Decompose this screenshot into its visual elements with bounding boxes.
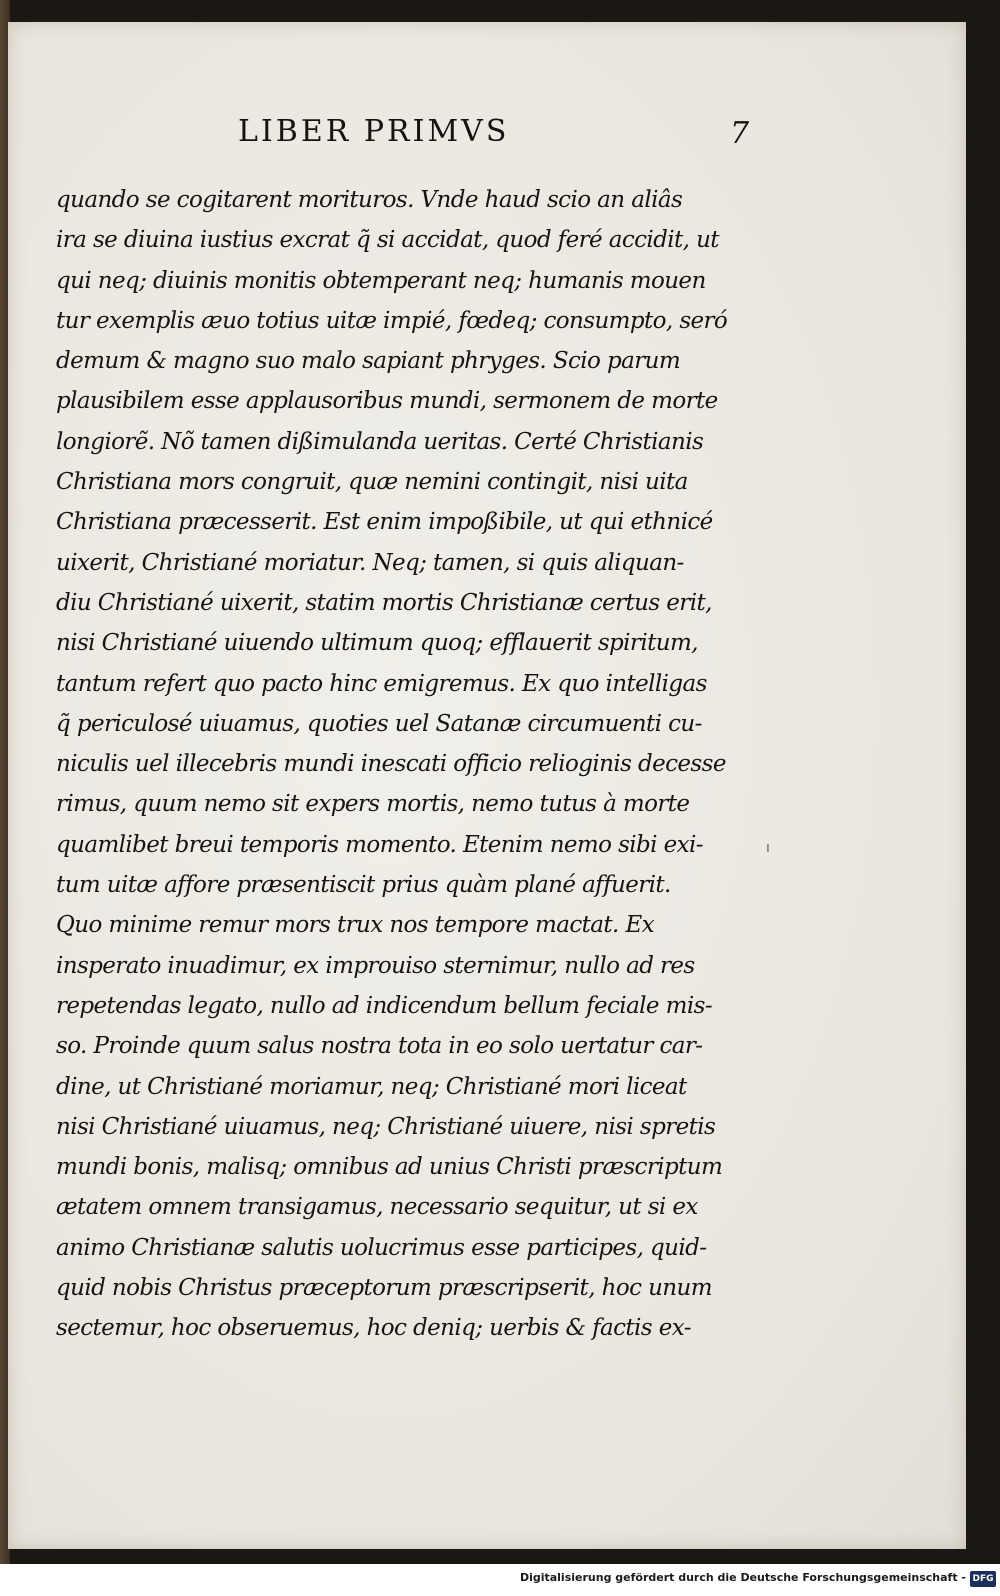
- text-line: quamlibet breui temporis momento. Etenim nemo sibi exi-: [56, 831, 703, 858]
- text-line: q̃ periculosé uiuamus, quoties uel Satanæ circumuenti cu-: [56, 710, 702, 737]
- text-line: diu Christiané uixerit, statim mortis Christianæ certus erit,: [56, 589, 712, 616]
- text-line: sectemur, hoc obseruemus, hoc deniq; uerbis & factis ex-: [56, 1315, 691, 1342]
- book-page: [8, 22, 966, 1549]
- text-line: nisi Christiané uiuamus, neq; Christiané uiuere, nisi spretis: [56, 1113, 716, 1140]
- text-line: ira se diuina iustius excrat q̃ si accidat, quod feré accidit, ut: [56, 227, 719, 254]
- text-line: repetendas legato, nullo ad indicendum bellum feciale mis-: [56, 992, 712, 1019]
- text-line: longiorẽ. Nõ tamen dißimulanda ueritas. Certé Christianis: [56, 428, 704, 455]
- text-line: mundi bonis, malisq; omnibus ad unius Christi præscriptum: [56, 1154, 723, 1181]
- text-line: ætatem omnem transigamus, necessario sequitur, ut si ex: [56, 1194, 698, 1221]
- text-line: plausibilem esse applausoribus mundi, sermonem de morte: [56, 388, 718, 415]
- text-line: Christiana mors congruit, quæ nemini contingit, nisi uita: [56, 469, 688, 496]
- dfg-logo: DFG: [970, 1571, 996, 1587]
- margin-mark: ı: [766, 840, 770, 856]
- text-line: so. Proinde quum salus nostra tota in eo solo uertatur car-: [56, 1033, 703, 1060]
- text-line: quid nobis Christus præceptorum præscripserit, hoc unum: [56, 1275, 712, 1302]
- page-number: 7: [730, 116, 750, 151]
- text-line: qui neq; diuinis monitis obtemperant neq; humanis mouen: [56, 267, 706, 294]
- text-line: dine, ut Christiané moriamur, neq; Christiané mori liceat: [56, 1073, 687, 1100]
- text-line: tur exemplis æuo totius uitæ impié, fœdeq; consumpto, seró: [56, 307, 728, 334]
- text-line: uixerit, Christiané moriatur. Neq; tamen, si quis aliquan-: [56, 549, 684, 576]
- text-line: tantum refert quo pacto hinc emigremus. Ex quo intelligas: [56, 670, 707, 697]
- text-line: tum uitæ affore præsentiscit prius quàm plané affuerit.: [56, 872, 671, 899]
- text-line: nisi Christiané uiuendo ultimum quoq; efflauerit spiritum,: [56, 630, 698, 657]
- text-line: rimus, quum nemo sit expers mortis, nemo tutus à morte: [56, 791, 690, 818]
- running-head: LIBER PRIMVS: [238, 114, 510, 149]
- text-line: Christiana præcesserit. Est enim impoßibile, ut qui ethnicé: [56, 509, 713, 536]
- text-line: insperato inuadimur, ex improuiso sternimur, nullo ad res: [56, 952, 695, 979]
- text-line: Quo minime remur mors trux nos tempore mactat. Ex: [56, 912, 655, 939]
- text-line: niculis uel illecebris mundi inescati officio relioginis decesse: [56, 751, 726, 778]
- text-block: [56, 180, 756, 1349]
- text-line: demum & magno suo malo sapiant phryges. Scio parum: [56, 348, 681, 375]
- funding-credit: Digitalisierung gefördert durch die Deutsche Forschungsgemeinschaft -: [519, 1571, 966, 1584]
- text-line: animo Christianæ salutis uolucrimus esse participes, quid-: [56, 1234, 707, 1261]
- text-line: quando se cogitarent morituros. Vnde haud scio an aliâs: [56, 187, 683, 213]
